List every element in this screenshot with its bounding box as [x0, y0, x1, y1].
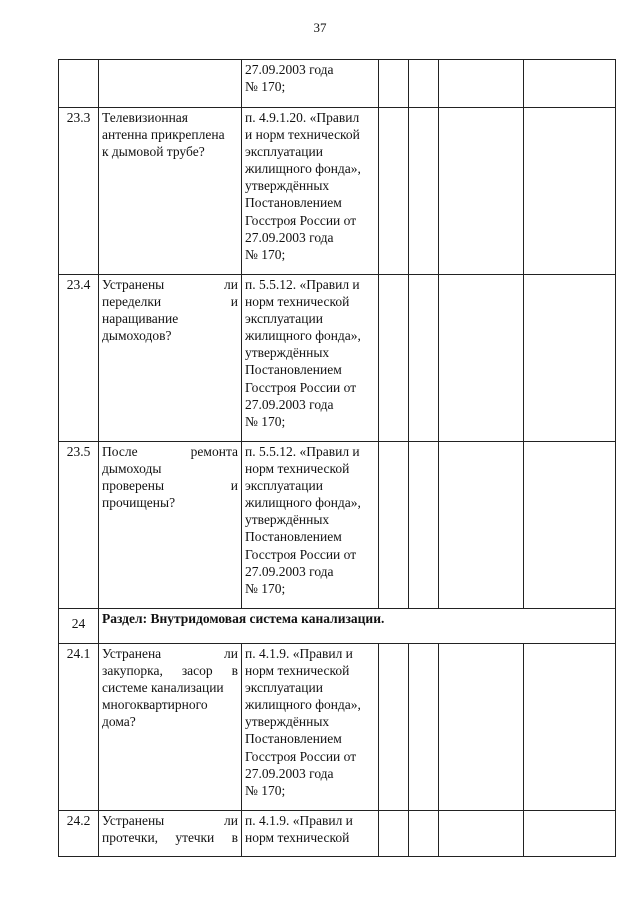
- question-cell: [99, 275, 242, 442]
- reference-line: норм технической: [245, 830, 350, 846]
- reference-line: Постановлением: [245, 362, 342, 378]
- reference-line: № 170;: [245, 413, 286, 429]
- empty-cell: [379, 275, 409, 442]
- row-number: 23.5: [59, 442, 99, 609]
- reference-line: № 170;: [245, 580, 286, 596]
- empty-cell: [409, 60, 439, 108]
- reference-line: утверждённых: [245, 178, 330, 194]
- empty-cell: [379, 60, 409, 108]
- question-line: дымоходы: [102, 461, 162, 477]
- table-row: [59, 811, 616, 857]
- empty-cell: [524, 442, 616, 609]
- question-line: переделки и: [102, 294, 238, 310]
- reference-line: норм технической: [245, 294, 350, 310]
- checklist-table: [58, 59, 616, 857]
- empty-cell: [409, 811, 439, 857]
- reference-line: Госстроя России от: [245, 546, 357, 562]
- reference-line: 27.09.2003 года: [245, 62, 334, 77]
- empty-cell: [524, 108, 616, 275]
- question-line: Устранены ли: [102, 813, 238, 828]
- question-line: системе канализации: [102, 680, 224, 696]
- empty-cell: [379, 811, 409, 857]
- question-line: дома?: [102, 714, 136, 730]
- question-cell: [99, 644, 242, 811]
- empty-cell: [524, 644, 616, 811]
- empty-cell: [524, 60, 616, 108]
- reference-line: № 170;: [245, 246, 286, 262]
- empty-cell: [409, 644, 439, 811]
- empty-cell: [524, 811, 616, 857]
- empty-cell: [439, 644, 524, 811]
- question-cell: [99, 442, 242, 609]
- reference-cell: [242, 442, 379, 609]
- reference-line: п. 4.1.9. «Правил и: [245, 646, 353, 661]
- empty-cell: [439, 60, 524, 108]
- reference-line: жилищного фонда»,: [245, 328, 361, 344]
- section-title: Раздел: Внутридомовая система канализации.: [99, 609, 616, 644]
- question-line: многоквартирного: [102, 697, 208, 713]
- reference-line: Постановлением: [245, 731, 342, 747]
- reference-line: п. 4.9.1.20. «Правил: [245, 110, 360, 125]
- reference-line: п. 5.5.12. «Правил и: [245, 444, 360, 459]
- reference-line: Госстроя России от: [245, 379, 357, 395]
- empty-cell: [379, 108, 409, 275]
- reference-cell: [242, 108, 379, 275]
- reference-line: эксплуатации: [245, 144, 323, 160]
- empty-cell: [409, 442, 439, 609]
- empty-cell: [409, 108, 439, 275]
- question-line: Устранены ли: [102, 277, 238, 292]
- question-line: проверены и: [102, 478, 238, 494]
- question-line: прочищены?: [102, 495, 176, 511]
- reference-line: Госстроя России от: [245, 748, 357, 764]
- reference-cell: [242, 275, 379, 442]
- reference-line: утверждённых: [245, 512, 330, 528]
- question-line: наращивание: [102, 311, 179, 327]
- table-row: [59, 60, 616, 108]
- question-cell: [99, 811, 242, 857]
- reference-line: эксплуатации: [245, 311, 323, 327]
- reference-line: утверждённых: [245, 714, 330, 730]
- empty-cell: [439, 108, 524, 275]
- page-number: 37: [313, 20, 327, 35]
- reference-line: п. 4.1.9. «Правил и: [245, 813, 353, 828]
- section-number: 24: [59, 609, 99, 644]
- row-number: [59, 60, 99, 108]
- question-line: Телевизионная: [102, 110, 189, 125]
- question-line: протечки, утечки в: [102, 830, 238, 846]
- question-cell: [99, 108, 242, 275]
- table-row: [59, 644, 616, 811]
- reference-line: утверждённых: [245, 345, 330, 361]
- question-line: закупорка, засор в: [102, 663, 238, 679]
- reference-line: № 170;: [245, 782, 286, 798]
- reference-line: п. 5.5.12. «Правил и: [245, 277, 360, 292]
- reference-cell: [242, 644, 379, 811]
- empty-cell: [439, 442, 524, 609]
- empty-cell: [439, 275, 524, 442]
- table-row: [59, 108, 616, 275]
- empty-cell: [379, 442, 409, 609]
- reference-cell: [242, 811, 379, 857]
- reference-line: эксплуатации: [245, 680, 323, 696]
- question-line: антенна прикреплена: [102, 127, 225, 143]
- reference-line: норм технической: [245, 663, 350, 679]
- reference-line: Госстроя России от: [245, 212, 357, 228]
- section-row: [59, 609, 616, 644]
- reference-line: 27.09.2003 года: [245, 563, 334, 579]
- reference-line: жилищного фонда»,: [245, 161, 361, 177]
- reference-line: норм технической: [245, 461, 350, 477]
- reference-cell: [242, 60, 379, 108]
- empty-cell: [409, 275, 439, 442]
- empty-cell: [379, 644, 409, 811]
- question-cell: [99, 60, 242, 108]
- reference-line: 27.09.2003 года: [245, 229, 334, 245]
- reference-line: жилищного фонда»,: [245, 697, 361, 713]
- reference-line: 27.09.2003 года: [245, 765, 334, 781]
- empty-cell: [439, 811, 524, 857]
- reference-line: и норм технической: [245, 127, 360, 143]
- reference-line: Постановлением: [245, 195, 342, 211]
- table-row: [59, 275, 616, 442]
- question-line: Устранена ли: [102, 646, 238, 661]
- table-row: [59, 442, 616, 609]
- reference-line: жилищного фонда»,: [245, 495, 361, 511]
- row-number: 23.3: [59, 108, 99, 275]
- reference-line: эксплуатации: [245, 478, 323, 494]
- reference-line: 27.09.2003 года: [245, 396, 334, 412]
- reference-line: № 170;: [245, 79, 286, 95]
- empty-cell: [524, 275, 616, 442]
- row-number: 23.4: [59, 275, 99, 442]
- row-number: 24.1: [59, 644, 99, 811]
- row-number: 24.2: [59, 811, 99, 857]
- question-line: к дымовой трубе?: [102, 144, 205, 160]
- question-line: После ремонта: [102, 444, 238, 459]
- reference-line: Постановлением: [245, 529, 342, 545]
- question-line: дымоходов?: [102, 328, 172, 344]
